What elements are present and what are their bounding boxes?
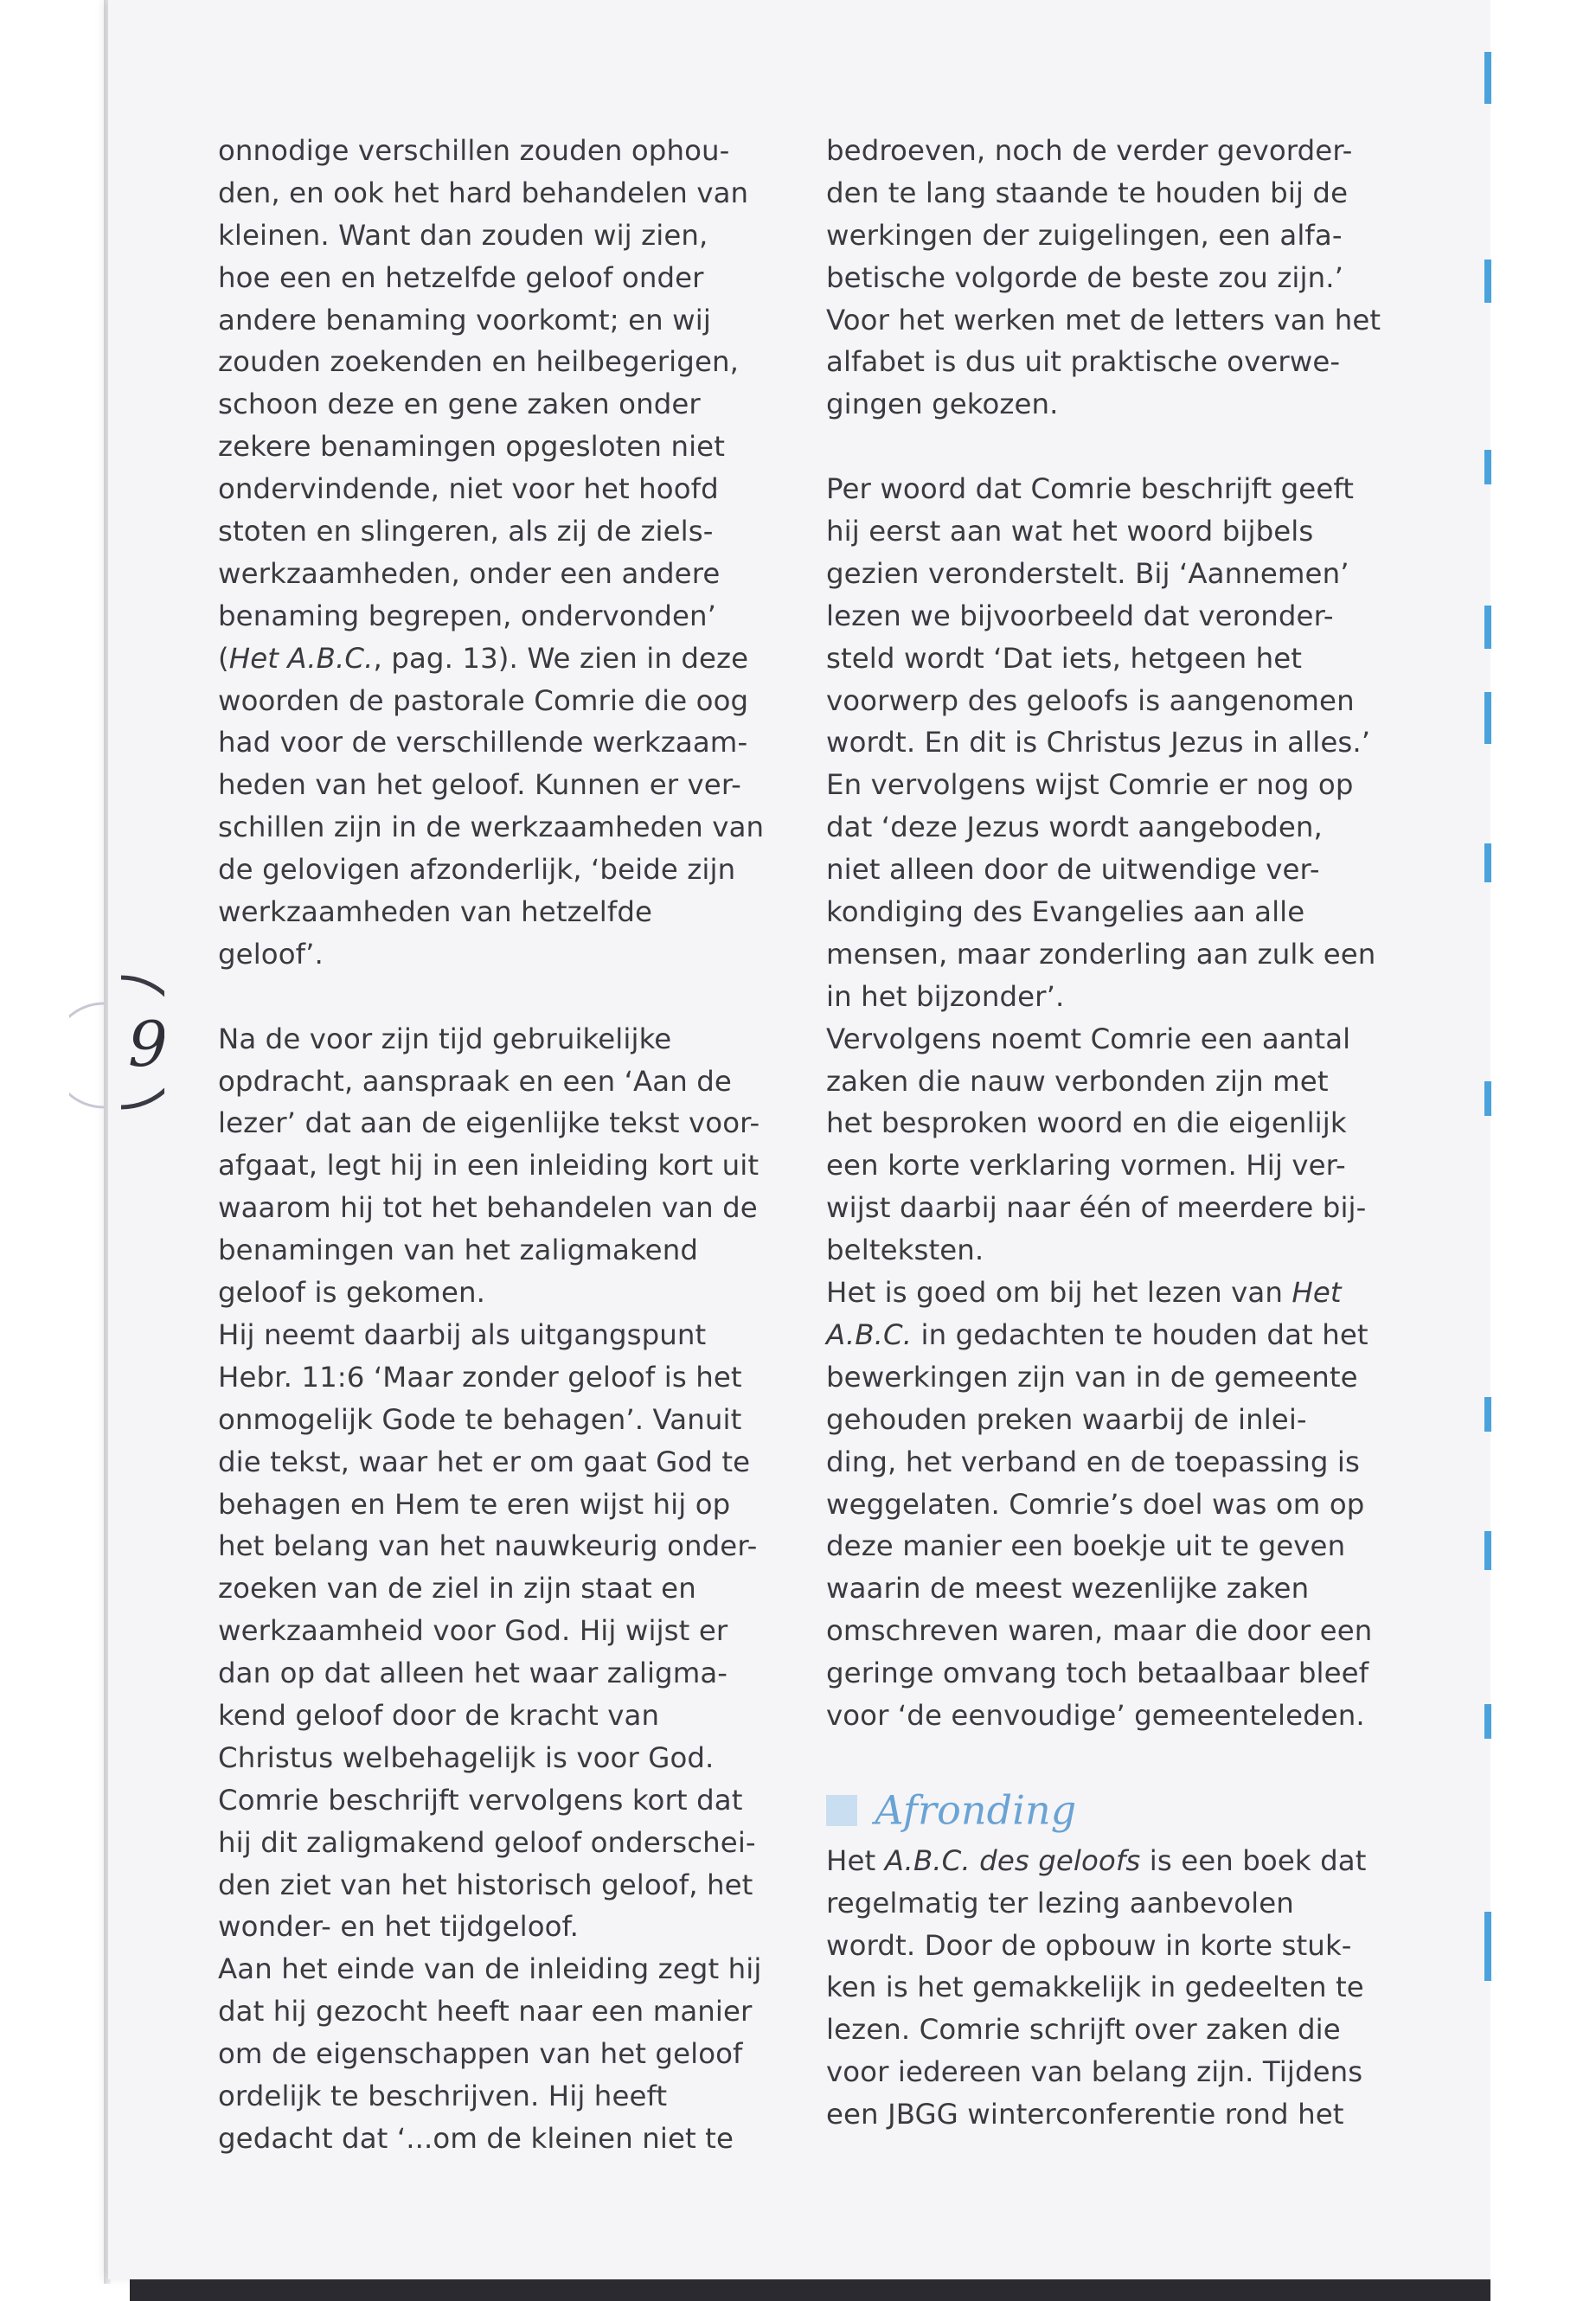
text-line: mensen, maar zonderling aan zulk een (826, 937, 1376, 971)
text-line: het besproken woord en die eigenlijk (826, 1106, 1347, 1140)
text-line: bewerkingen zijn van in de gemeente (826, 1360, 1358, 1394)
text-line: benamingen van het zaligmakend (218, 1234, 698, 1267)
text-line: ondervindende, niet voor het hoofd (218, 472, 719, 506)
text-line: niet alleen door de uitwendige ver- (826, 853, 1320, 887)
text-line: Het is goed om bij het lezen van Het (826, 1276, 1342, 1310)
right-paragraph-1 (826, 130, 1380, 426)
text-line: schillen zijn in de werkzaamheden van (218, 811, 765, 844)
text-line: werkingen der zuigelingen, een alfa- (826, 218, 1343, 252)
text-line: stoten en slingeren, als zij de ziels- (218, 515, 714, 548)
text-line: onmogelijk Gode te behagen’. Vanuit (218, 1402, 742, 1436)
text-line: regelmatig ter lezing aanbevolen (826, 1886, 1294, 1920)
text-line: had voor de verschillende werkzaam- (218, 726, 748, 760)
text-line: weggelaten. Comrie’s doel was om op (826, 1487, 1365, 1521)
text-line: woorden de pastorale Comrie die oog (218, 683, 749, 717)
text-line: den te lang staande te houden bij de (826, 176, 1349, 209)
text-line: betische volgorde de beste zou zijn.’ (826, 260, 1344, 294)
text-line: een JBGG winterconferentie rond het (826, 2098, 1344, 2131)
text-line: werkzaamheid voor God. Hij wijst er (218, 1614, 728, 1648)
text-line: werkzaamheden van hetzelfde (218, 895, 653, 929)
section-heading (826, 1788, 1380, 1840)
text-line: gedacht dat ‘...om de kleinen niet te (218, 2121, 734, 2155)
text-line: belteksten. (826, 1234, 984, 1267)
text-line: omschreven waren, maar die door een (826, 1614, 1373, 1648)
text-line: benaming begrepen, ondervonden’ (218, 599, 717, 632)
text-line: om de eigenschappen van het geloof (218, 2037, 743, 2071)
page-number-emblem (69, 969, 164, 1142)
right-column (826, 130, 1380, 2136)
text-line: de gelovigen afzonderlijk, ‘beide zijn (218, 853, 736, 887)
text-line: dat hij gezocht heeft naar een manier (218, 1995, 753, 2029)
left-paragraph-2 (218, 1018, 772, 2160)
text-line: dat ‘deze Jezus wordt aangeboden, (826, 811, 1323, 844)
text-line: dan op dat alleen het waar zaligma- (218, 1657, 728, 1690)
adjacent-page-strip (1490, 0, 1596, 2301)
text-line: deze manier een boekje uit te geven (826, 1529, 1346, 1563)
text-line: alfabet is dus uit praktische overwe- (826, 345, 1341, 379)
text-line: opdracht, aanspraak en een ‘Aan de (218, 1064, 732, 1098)
text-line: wijst daarbij naar één of meerdere bij- (826, 1191, 1367, 1225)
text-line: geloof is gekomen. (218, 1276, 486, 1310)
heading-text: Afronding (875, 1786, 1077, 1834)
text-line: onnodige verschillen zouden ophou- (218, 134, 730, 167)
text-line: Christus welbehagelijk is voor God. (218, 1740, 715, 1774)
text-line: andere benaming voorkomt; en wij (218, 303, 711, 336)
right-paragraph-2 (826, 468, 1380, 1737)
text-line: gingen gekozen. (826, 388, 1059, 421)
text-line: gezien veronderstelt. Bij ‘Aannemen’ (826, 556, 1349, 590)
text-line: behagen en Hem te eren wijst hij op (218, 1487, 731, 1521)
text-line: zaken die nauw verbonden zijn met (826, 1064, 1329, 1098)
text-line: zekere benamingen opgesloten niet (218, 430, 726, 464)
text-line: waarom hij tot het behandelen van de (218, 1191, 758, 1225)
text-line: geloof’. (218, 937, 324, 971)
left-paragraph-1 (218, 130, 772, 976)
text-line: zouden zoekenden en heilbegerigen, (218, 345, 739, 379)
text-line: Het A.B.C. des geloofs is een boek dat (826, 1843, 1367, 1877)
text-line: voorwerp des geloofs is aangenomen (826, 683, 1355, 717)
text-line: hij dit zaligmakend geloof onderschei- (218, 1825, 756, 1859)
text-line: waarin de meest wezenlijke zaken (826, 1572, 1310, 1606)
text-line: Voor het werken met de letters van het (826, 303, 1381, 336)
text-line: geringe omvang toch betaalbaar bleef (826, 1657, 1369, 1690)
page-bottom-shadow (130, 2279, 1490, 2301)
left-column (218, 130, 772, 2160)
text-line: bedroeven, noch de verder gevorder- (826, 134, 1353, 167)
text-line: En vervolgens wijst Comrie er nog op (826, 768, 1354, 802)
text-line: Aan het einde van de inleiding zegt hij (218, 1952, 762, 1986)
text-line: in het bijzonder’. (826, 979, 1065, 1013)
text-line: Vervolgens noemt Comrie een aantal (826, 1022, 1351, 1055)
text-line: Comrie beschrijft vervolgens kort dat (218, 1783, 743, 1817)
text-line: Per woord dat Comrie beschrijft geeft (826, 472, 1355, 506)
heading-square-icon (826, 1795, 857, 1826)
text-line: werkzaamheden, onder een andere (218, 556, 721, 590)
text-line: den, en ook het hard behandelen van (218, 176, 749, 209)
text-line: Hij neemt daarbij als uitgangspunt (218, 1317, 707, 1351)
text-line: een korte verklaring vormen. Hij ver- (826, 1149, 1346, 1183)
text-line: ding, het verband en de toepassing is (826, 1445, 1361, 1478)
text-line: hij eerst aan wat het woord bijbels (826, 515, 1314, 548)
text-line: het belang van het nauwkeurig onder- (218, 1529, 758, 1563)
text-line: (Het A.B.C., pag. 13). We zien in deze (218, 641, 749, 675)
text-line: die tekst, waar het er om gaat God te (218, 1445, 751, 1478)
text-line: lezer’ dat aan de eigenlijke tekst voor- (218, 1106, 760, 1140)
text-line: Hebr. 11:6 ‘Maar zonder geloof is het (218, 1360, 742, 1394)
text-line: den ziet van het historisch geloof, het (218, 1868, 753, 1901)
text-line: ordelijk te beschrijven. Hij heeft (218, 2079, 668, 2112)
text-line: schoon deze en gene zaken onder (218, 388, 701, 421)
text-line: wonder- en het tijdgeloof. (218, 1910, 580, 1944)
text-line: lezen. Comrie schrijft over zaken die (826, 2013, 1341, 2047)
text-line: hoe een en hetzelfde geloof onder (218, 260, 704, 294)
page-number: 9 (128, 1008, 164, 1080)
text-line: kleinen. Want dan zouden wij zien, (218, 218, 708, 252)
text-line: afgaat, legt hij in een inleiding kort uit (218, 1149, 760, 1183)
text-line: zoeken van de ziel in zijn staat en (218, 1572, 696, 1606)
text-line: steld wordt ‘Dat iets, hetgeen het (826, 641, 1303, 675)
text-line: wordt. Door de opbouw in korte stuk- (826, 1928, 1352, 1962)
text-line: ken is het gemakkelijk in gedeelten te (826, 1971, 1364, 2004)
text-line: Na de voor zijn tijd gebruikelijke (218, 1022, 672, 1055)
text-line: kondiging des Evangelies aan alle (826, 895, 1305, 929)
adjacent-page-marks (1484, 0, 1495, 2301)
text-line: heden van het geloof. Kunnen er ver- (218, 768, 741, 802)
page-number-circle-icon (69, 969, 164, 1142)
text-line: kend geloof door de kracht van (218, 1698, 660, 1732)
text-line: voor iedereen van belang zijn. Tijdens (826, 2055, 1363, 2089)
text-line: wordt. En dit is Christus Jezus in alles.’ (826, 726, 1371, 760)
text-line: A.B.C. in gedachten te houden dat het (826, 1317, 1368, 1351)
text-line: gehouden preken waarbij de inlei- (826, 1402, 1307, 1436)
text-line: lezen we bijvoorbeeld dat veronder- (826, 599, 1334, 632)
text-line: voor ‘de eenvoudige’ gemeenteleden. (826, 1698, 1365, 1732)
right-paragraph-final (826, 1840, 1380, 2136)
